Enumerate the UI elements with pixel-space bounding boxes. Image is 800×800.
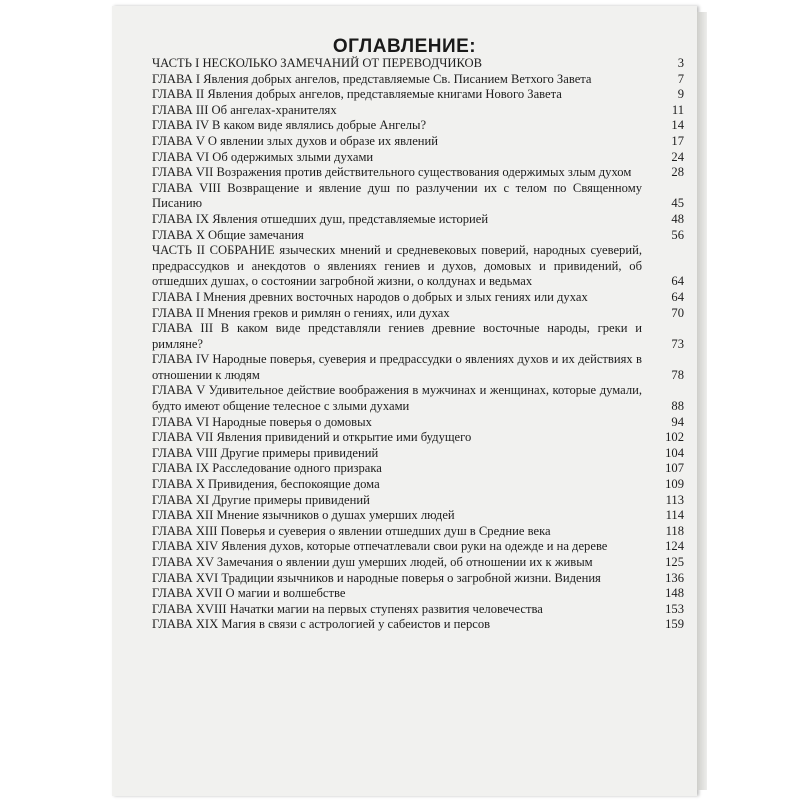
- toc-entry-title: ГЛАВА VI Народные поверья о домовых: [152, 414, 372, 429]
- toc-entry-title: ГЛАВА II Явления добрых ангелов, представляемые книгами Нового Завета: [152, 87, 562, 102]
- toc-entry-page: 114: [644, 508, 684, 524]
- toc-entry-page: 28: [644, 165, 684, 181]
- toc-entry: [152, 602, 684, 618]
- toc-entry: [152, 134, 684, 150]
- toc-entry-page: 104: [644, 446, 684, 462]
- toc-entry-title: ГЛАВА III В каком виде представляли гениев древние восточные народы, греки и римляне?: [152, 321, 642, 351]
- toc-entry-page: 17: [644, 134, 684, 150]
- toc-entry-page: 102: [644, 430, 684, 446]
- toc-entry-title: ЧАСТЬ II СОБРАНИЕ языческих мнений и средневековых поверий, народных суеверий, предрассудков и анекдотов о явлениях гениев и духов, домовых и привидений, об отшедших душах, о состоянии загробной жизни, о колдунах и ведьмах: [152, 243, 642, 289]
- toc-entry-title: ГЛАВА XIV Явления духов, которые отпечатлевали свои руки на одежде и на дереве: [152, 539, 608, 554]
- toc-entry-page: 118: [644, 524, 684, 540]
- toc-entry-page: 125: [644, 555, 684, 571]
- toc-entry: [152, 508, 684, 524]
- toc-entry-page: 56: [644, 228, 684, 244]
- toc-entry-title: ГЛАВА XII Мнение язычников о душах умерших людей: [152, 508, 455, 523]
- toc-entry: [152, 118, 684, 134]
- toc-entry-page: 73: [644, 337, 684, 353]
- toc-entry: [152, 571, 684, 587]
- toc-entry: [152, 290, 684, 306]
- toc-entry-title: ГЛАВА XV Замечания о явлении душ умерших людей, об отношении их к живым: [152, 555, 593, 569]
- toc-entry-page: 11: [644, 103, 684, 119]
- toc-entry-page: 70: [644, 306, 684, 322]
- toc-entry: [152, 56, 684, 72]
- toc-entry: [152, 352, 684, 383]
- toc-entry-title: ГЛАВА IX Явления отшедших душ, представляемые историей: [152, 211, 489, 226]
- toc-entry: [152, 228, 684, 244]
- toc-entry-title: ГЛАВА V Удивительное действие воображения в мужчинах и женщинах, которые думали, будто имеют общение телесное с злыми духами: [152, 383, 642, 414]
- toc-entry-page: 148: [644, 586, 684, 602]
- toc-entry-title: ГЛАВА IV В каком виде являлись добрые Ангелы?: [152, 118, 427, 133]
- toc-entry: [152, 87, 684, 103]
- toc-entry-page: 78: [644, 368, 684, 384]
- toc-entry: [152, 430, 684, 446]
- toc-entry: [152, 617, 684, 633]
- toc-entry-page: 45: [644, 196, 684, 212]
- toc-entry-page: 94: [644, 415, 684, 431]
- toc-entry: [152, 415, 684, 431]
- toc-entry-page: 9: [644, 87, 684, 103]
- toc-entry-page: 14: [644, 118, 684, 134]
- toc-entry-title: ГЛАВА XVI Традиции язычников и народные поверья о загробной жизни. Видения: [152, 570, 601, 585]
- page-edge: [697, 12, 707, 790]
- toc-entry: [152, 446, 684, 462]
- toc-entry-page: 64: [644, 274, 684, 290]
- toc-entry-title: ГЛАВА V О явлении злых духов и образе их явлений: [152, 133, 439, 148]
- toc-entry-page: 153: [644, 602, 684, 618]
- toc-entry: [152, 243, 684, 290]
- toc-entry-page: 109: [644, 477, 684, 493]
- book-page: [112, 6, 697, 796]
- toc-entry-title: ГЛАВА X Общие замечания: [152, 227, 304, 242]
- toc-entry-title: ГЛАВА VI Об одержимых злыми духами: [152, 149, 374, 164]
- toc-entry-page: 124: [644, 539, 684, 555]
- toc-entry-page: 113: [644, 493, 684, 509]
- toc-entry-title: ГЛАВА I Мнения древних восточных народов о добрых и злых гениях или духах: [152, 289, 588, 304]
- toc-entry-page: 88: [644, 399, 684, 415]
- toc-entry: [152, 477, 684, 493]
- toc-entry-page: 107: [644, 461, 684, 477]
- toc-entry: [152, 539, 684, 555]
- toc-entry-title: ГЛАВА VIII Возвращение и явление душ по разлучении их с телом по Священному Писанию: [152, 180, 642, 211]
- toc-entry-page: 24: [644, 150, 684, 166]
- toc-entry: [152, 524, 684, 540]
- toc-entry-title: ГЛАВА XI Другие примеры привидений: [152, 492, 370, 507]
- toc-entry-page: 3: [644, 56, 684, 72]
- toc-entry-title: ГЛАВА XIII Поверья и суеверия о явлении отшедших душ в Средние века: [152, 523, 551, 538]
- toc-entry-page: 7: [644, 72, 684, 88]
- toc-entry: [152, 586, 684, 602]
- toc-entry: [152, 461, 684, 477]
- toc-entry-page: 159: [644, 617, 684, 633]
- toc-entry-title: ГЛАВА IX Расследование одного призрака: [152, 461, 382, 476]
- toc-entry-title: ГЛАВА X Привидения, беспокоящие дома: [152, 477, 380, 492]
- toc-entry-title: ГЛАВА I Явления добрых ангелов, представляемые Св. Писанием Ветхого Завета: [152, 71, 592, 86]
- toc-entry-title: ГЛАВА III Об ангелах-хранителях: [152, 102, 337, 117]
- page-title: ОГЛАВЛЕНИЕ:: [332, 36, 477, 57]
- table-of-contents: [152, 56, 684, 633]
- toc-entry-title: ЧАСТЬ I НЕСКОЛЬКО ЗАМЕЧАНИЙ ОТ ПЕРЕВОДЧИКОВ: [152, 56, 483, 70]
- toc-entry-page: 64: [644, 290, 684, 306]
- toc-entry: [152, 321, 684, 352]
- toc-entry-title: ГЛАВА II Мнения греков и римлян о гениях, или духах: [152, 305, 450, 320]
- toc-entry-title: ГЛАВА VII Возражения против действительного существования одержимых злым духом: [152, 165, 632, 180]
- toc-entry: [152, 165, 684, 181]
- toc-entry-title: ГЛАВА XVII О магии и волшебстве: [152, 586, 346, 601]
- toc-entry: [152, 181, 684, 212]
- toc-entry-title: ГЛАВА VII Явления привидений и открытие ими будущего: [152, 430, 472, 445]
- toc-entry: [152, 493, 684, 509]
- toc-entry-title: ГЛАВА XVIII Начатки магии на первых ступенях развития человечества: [152, 601, 543, 616]
- toc-entry-title: ГЛАВА IV Народные поверья, суеверия и предрассудки о явлениях духов и их действиях в отношении к людям: [152, 352, 642, 382]
- toc-entry-page: 48: [644, 212, 684, 228]
- toc-entry-title: ГЛАВА XIX Магия в связи с астрологией у сабеистов и персов: [152, 617, 491, 632]
- toc-entry-title: ГЛАВА VIII Другие примеры привидений: [152, 445, 379, 460]
- toc-entry: [152, 383, 684, 414]
- toc-entry: [152, 555, 684, 571]
- toc-entry: [152, 103, 684, 119]
- toc-entry: [152, 212, 684, 228]
- toc-entry: [152, 306, 684, 322]
- toc-entry: [152, 72, 684, 88]
- toc-entry: [152, 150, 684, 166]
- toc-entry-page: 136: [644, 571, 684, 587]
